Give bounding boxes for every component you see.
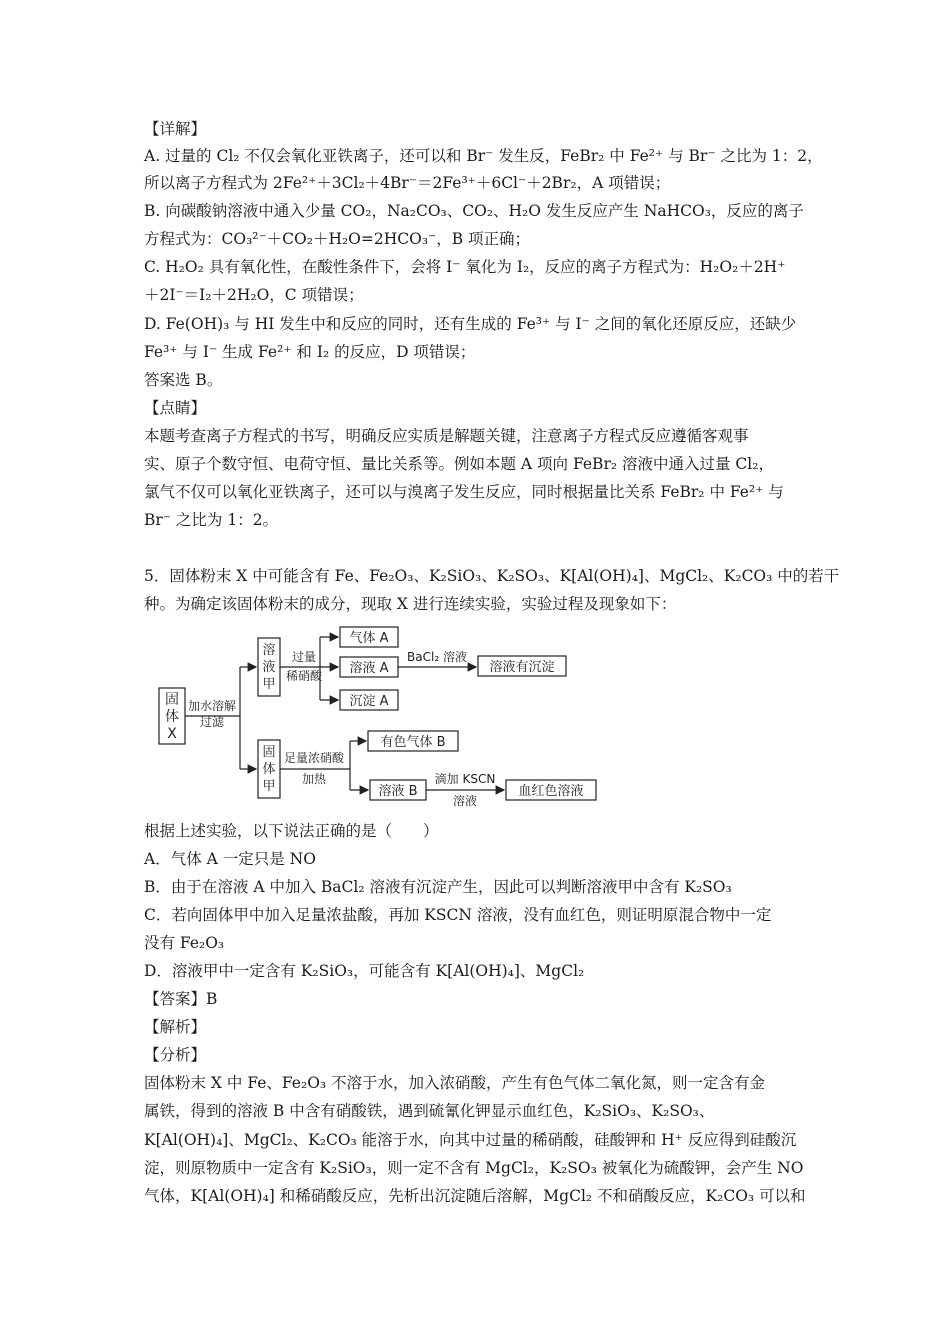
solid-jia-char: 固 (262, 745, 276, 760)
solid-jia-char: 甲 (262, 779, 276, 794)
text-line: 所以离子方程式为 2Fe²⁺＋3Cl₂＋4Br⁻＝2Fe³⁺＋6Cl⁻＋2Br₂，A 项错误； (144, 174, 671, 192)
option-b: B．由于在溶液 A 中加入 BaCl₂ 溶液有沉淀产生，因此可以判断溶液甲中含有 K₂SO₃ (144, 878, 732, 896)
answer-line: 【答案】B (144, 990, 218, 1008)
bacl2-label: BaCl₂ 溶液 (407, 650, 467, 664)
text-line: 方程式为：CO₃²⁻＋CO₂＋H₂O=2HCO₃⁻，B 项正确； (144, 230, 531, 248)
experiment-flowchart (144, 624, 604, 812)
text-line: A. 过量的 Cl₂ 不仅会氧化亚铁离子，还可以和 Br⁻ 发生反，FeBr₂ 中 Fe²⁺ 与 Br⁻ 之比为 1：2， (144, 147, 823, 165)
option-a: A．气体 A 一定只是 NO (144, 850, 316, 868)
text-line: 淀，则原物质中一定含有 K₂SiO₃，则一定不含有 MgCl₂，K₂SO₃ 被氧化为硫酸钾，会产生 NO (144, 1159, 804, 1177)
reagent-lower-label: 足量浓硝酸 (283, 751, 345, 765)
section-heading-note: 【点睛】 (144, 399, 207, 417)
solution-jia-char: 甲 (262, 677, 276, 692)
solid-jia-char: 体 (262, 762, 276, 777)
text-line: 属铁，得到的溶液 B 中含有硝酸铁，遇到硫氰化钾显示血红色，K₂SiO₃、K₂SO₃、 (144, 1102, 715, 1120)
gas-a-label: 气体 A (349, 631, 389, 646)
text-line: 气体，K[Al(OH)₄] 和稀硝酸反应，先析出沉淀随后溶解，MgCl₂ 不和硝酸反应，K₂CO₃ 可以和 (144, 1187, 806, 1205)
section-heading-analysis: 【解析】 (144, 1018, 207, 1036)
text-line: C. H₂O₂ 具有氧化性，在酸性条件下，会将 I⁻ 氧化为 I₂，反应的离子方程式为：H₂O₂＋2H⁺ (144, 258, 786, 276)
text-line: 本题考查离子方程式的书写，明确反应实质是解题关键，注意离子方程式反应遵循客观事 (144, 427, 749, 445)
question-stem: 5．固体粉末 X 中可能含有 Fe、Fe₂O₃、K₂SiO₃、K₂SO₃、K[Al(OH)₄]、MgCl₂、K₂CO₃ 中的若干 (144, 567, 840, 585)
blood-red-label: 血红色溶液 (518, 784, 584, 799)
option-c: C．若向固体甲中加入足量浓盐酸，再加 KSCN 溶液，没有血红色，则证明原混合物中一定 (144, 906, 772, 924)
solid-x-char: X (167, 726, 177, 742)
option-d: D．溶液甲中一定含有 K₂SiO₃，可能含有 K[Al(OH)₄]、MgCl₂ (144, 962, 585, 980)
question-prompt: 根据上述实验，以下说法正确的是（ ） (144, 822, 439, 840)
text-line: B. 向碳酸钠溶液中通入少量 CO₂，Na₂CO₃、CO₂、H₂O 发生反应产生 NaHCO₃，反应的离子 (144, 202, 804, 220)
text-line: ＋2I⁻＝I₂＋2H₂O，C 项错误； (144, 286, 364, 304)
precipitate-a-label: 沉淀 A (349, 694, 389, 709)
solution-precip-label: 溶液有沉淀 (489, 660, 555, 675)
solution-b-label: 溶液 B (378, 784, 418, 799)
text-line: D. Fe(OH)₃ 与 HI 发生中和反应的同时，还有生成的 Fe³⁺ 与 I⁻ 之间的氧化还原反应，还缺少 (144, 315, 797, 333)
solution-jia-char: 溶 (262, 643, 276, 658)
section-heading-fenxi: 【分析】 (144, 1046, 207, 1064)
text-line: Br⁻ 之比为 1：2。 (144, 511, 279, 529)
step1-label: 加水溶解 (187, 699, 237, 713)
reagent-upper-label: 过量 (291, 650, 317, 664)
text-line: 答案选 B。 (144, 371, 223, 389)
text-line: K[Al(OH)₄]、MgCl₂、K₂CO₃ 能溶于水，向其中过量的稀硝酸，硅酸钾和 H⁺ 反应得到硅酸沉 (144, 1131, 797, 1149)
option-c-cont: 没有 Fe₂O₃ (144, 934, 225, 952)
solid-x-char: 体 (165, 709, 179, 725)
solution-a-label: 溶液 A (349, 661, 389, 676)
kscn-label: 溶液 (452, 794, 478, 808)
text-line: 实、原子个数守恒、电荷守恒、量比关系等。例如本题 A 项向 FeBr₂ 溶液中通入过量 Cl₂， (144, 455, 774, 473)
text-line: 氯气不仅可以氧化亚铁离子，还可以与溴离子发生反应，同时根据量比关系 FeBr₂ 中 Fe²⁺ 与 (144, 483, 784, 501)
section-heading-detail: 【详解】 (144, 120, 207, 138)
solution-jia-char: 液 (262, 660, 276, 675)
step1-label: 过滤 (199, 715, 225, 729)
text-line: 固体粉末 X 中 Fe、Fe₂O₃ 不溶于水，加入浓硝酸，产生有色气体二氧化氮，则一定含有金 (144, 1074, 766, 1092)
kscn-label: 滴加 KSCN (434, 772, 496, 786)
solid-x-char: 固 (165, 692, 179, 708)
text-line: Fe³⁺ 与 I⁻ 生成 Fe²⁺ 和 I₂ 的反应，D 项错误； (144, 343, 476, 361)
gas-b-label: 有色气体 B (380, 735, 446, 750)
reagent-upper-label: 稀硝酸 (285, 669, 323, 683)
question-stem: 种。为确定该固体粉末的成分，现取 X 进行连续实验，实验过程及现象如下： (144, 595, 677, 613)
reagent-lower-label: 加热 (301, 772, 327, 786)
